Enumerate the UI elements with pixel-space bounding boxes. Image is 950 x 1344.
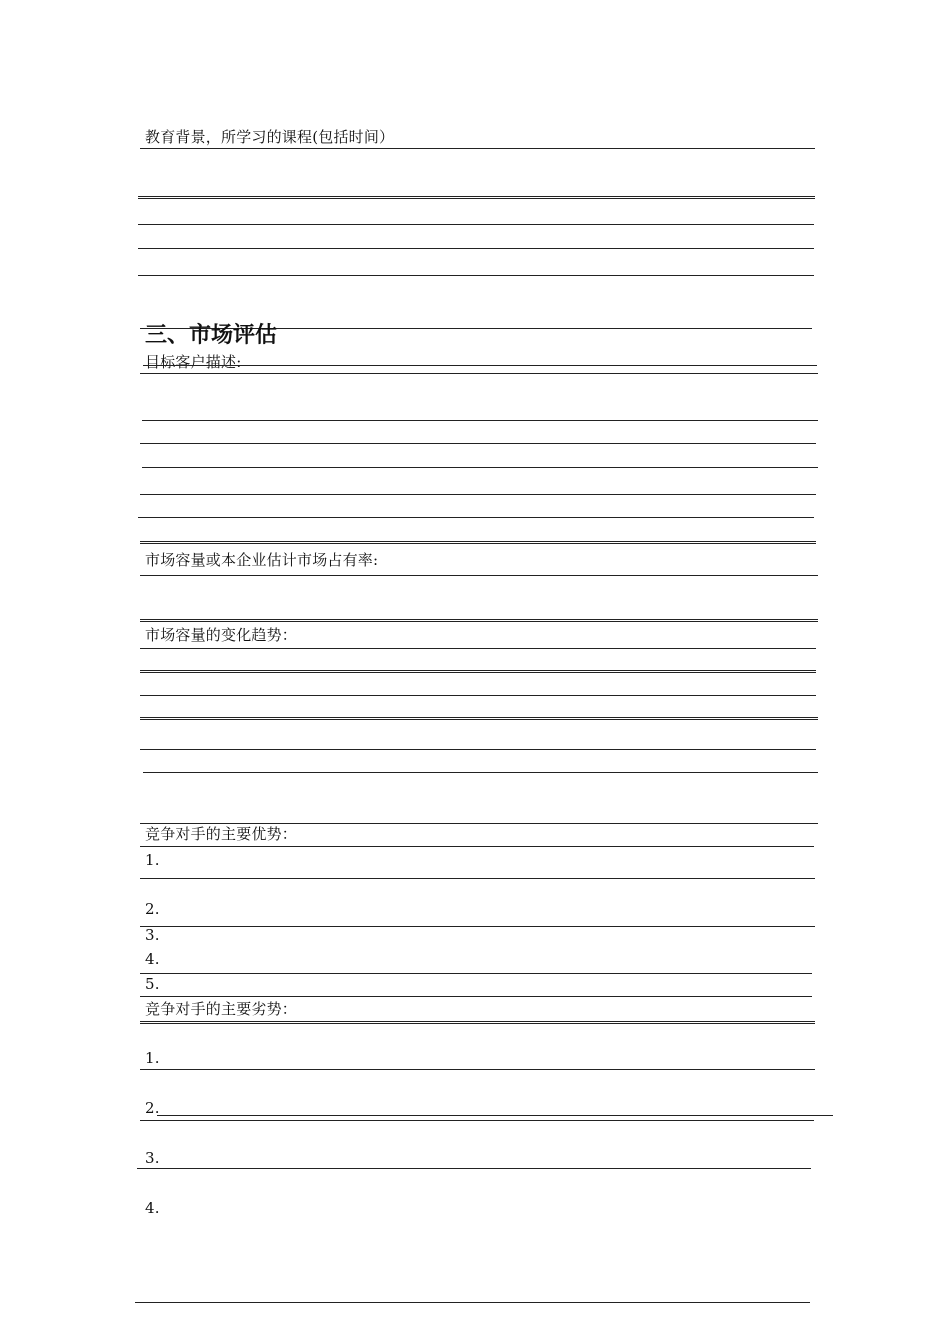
competitor-strengths-underline [140,846,814,847]
education-underline [140,148,815,149]
market-capacity-line-1[interactable] [140,575,818,576]
market-capacity-label: 市场容量或本企业估计市场占有率: [145,551,379,569]
market-trend-line-1[interactable] [140,648,816,649]
target-customer-line-4[interactable] [140,443,816,444]
competitor-strength-line-3[interactable] [140,973,812,974]
competitor-strength-line-1[interactable] [140,878,815,879]
competitor-strength-item: 5. [145,975,160,993]
education-answer-line-3[interactable] [138,248,814,249]
market-capacity-line-2[interactable] [140,619,818,622]
competitor-weakness-line-3[interactable] [137,1168,811,1169]
competitor-strength-line-2[interactable] [140,926,815,927]
education-label: 教育背景，所学习的课程(包括时间） [145,128,395,146]
competitor-strength-item: 3. [145,926,160,944]
education-answer-line-1[interactable] [138,196,815,199]
education-answer-line-2[interactable] [138,224,814,225]
competitor-strength-item: 1. [145,851,160,869]
competitor-weaknesses-underline [140,1021,815,1024]
market-trend-line-6[interactable] [143,772,818,773]
competitor-strength-item: 2. [145,900,160,918]
market-trend-line-4[interactable] [140,717,818,720]
competitor-strengths-label: 竞争对手的主要优势： [145,825,298,843]
competitor-weakness-line-2a[interactable] [157,1115,833,1116]
competitor-weaknesses-label: 竞争对手的主要劣势： [145,1000,298,1018]
target-customer-line-6[interactable] [140,494,816,495]
target-customer-line-8[interactable] [140,541,816,544]
competitor-strength-line-4[interactable] [140,996,812,997]
market-trend-line-3[interactable] [140,695,816,696]
competitor-weakness-item: 3. [145,1149,160,1167]
target-customer-label: 目标客户描述: [145,353,242,371]
market-trend-line-5[interactable] [140,749,816,750]
target-customer-line-1[interactable] [143,365,817,366]
section-three-title: 三、市场评估 [145,323,278,348]
target-customer-line-7[interactable] [138,517,814,518]
market-trend-label: 市场容量的变化趋势： [145,626,298,644]
target-customer-line-5[interactable] [142,467,818,468]
education-answer-line-4[interactable] [138,275,814,276]
competitor-weakness-item: 1. [145,1049,160,1067]
competitor-weakness-item: 2. [145,1099,160,1117]
competitor-weakness-line-4[interactable] [135,1302,810,1303]
market-trend-line-2[interactable] [140,670,816,673]
competitor-weakness-line-2b[interactable] [140,1120,814,1121]
competitor-strength-item: 4. [145,950,160,968]
competitor-strengths-top-line [140,823,818,824]
competitor-weakness-item: 4. [145,1199,160,1217]
target-customer-line-3[interactable] [142,420,818,421]
competitor-weakness-line-1[interactable] [140,1069,815,1070]
target-customer-line-2[interactable] [140,373,818,374]
